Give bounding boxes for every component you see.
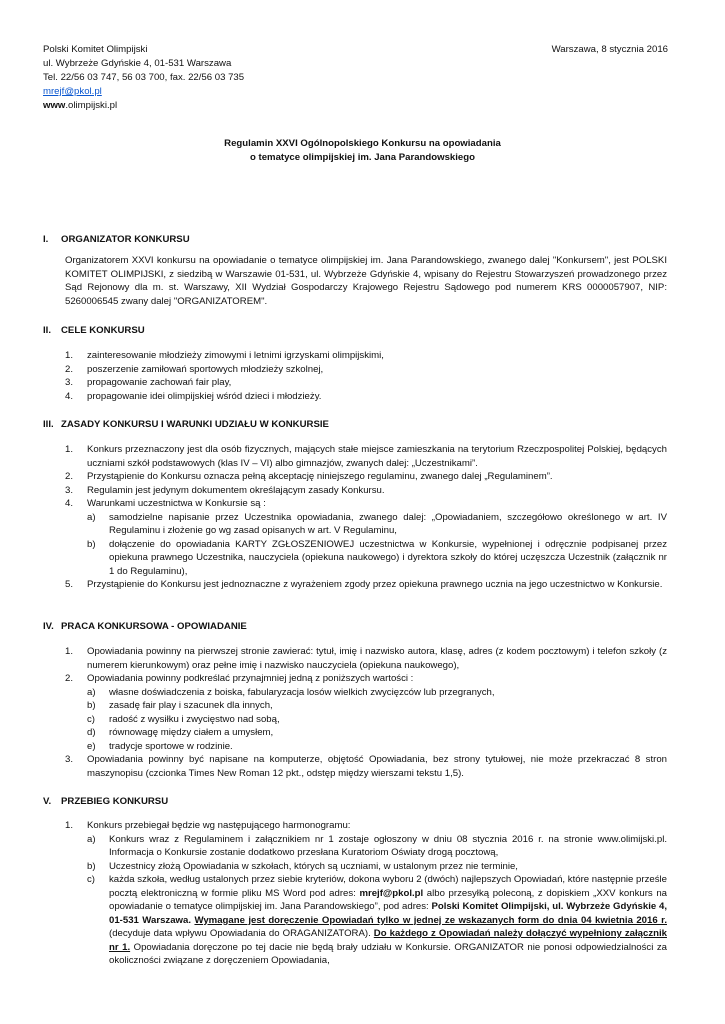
- sub-item-letter: b): [87, 538, 96, 550]
- section-title: ZASADY KONKURSU I WARUNKI UDZIAŁU W KONKURSIE: [61, 419, 329, 430]
- document-date: Warszawa, 8 stycznia 2016: [551, 44, 668, 55]
- list-item: [65, 443, 667, 470]
- sub-item-letter: a): [87, 833, 96, 845]
- sub-item-text: tradycje sportowe w rodzinie.: [109, 740, 233, 752]
- org-name: Polski Komitet Olimpijski: [43, 44, 148, 55]
- sub-item: [65, 686, 667, 700]
- section-title: PRZEBIEG KONKURSU: [61, 796, 169, 807]
- item-text: Przystąpienie do Konkursu oznacza pełną akceptację niniejszego regulaminu, zwanego dalej „Regulaminem”.: [87, 471, 553, 482]
- sub-item: [65, 699, 667, 713]
- item-number: 4.: [65, 498, 74, 509]
- item-number: 2.: [65, 471, 74, 482]
- item-text: Opowiadania powinny na pierwszej stronie zawierać: tytuł, imię i nazwisko autora, klasę, adres (z kodem pocztowym) i telefon szkoły (z numerem kierunkowym) oraz pełne imię i nazwisko nauczyciela (opiekuna naukowego),: [87, 646, 667, 671]
- sub-item-text: własne doświadczenia z boiska, fabularyzacja losów wielkich zwycięzców lub przegranych,: [109, 686, 495, 698]
- item-text: propagowanie zachowań fair play,: [87, 377, 232, 388]
- item-number: 2.: [65, 363, 74, 375]
- item-number: 3.: [65, 754, 74, 765]
- sub-item-letter: c): [87, 713, 95, 725]
- section-3-list: [65, 443, 667, 592]
- section-4-heading: [43, 620, 247, 634]
- item-number: 3.: [65, 377, 74, 388]
- website-domain: .olimpijski.pl: [65, 100, 118, 111]
- title-line-1: Regulamin XXVI Ogólnopolskiego Konkursu na opowiadania: [224, 138, 501, 149]
- sub-item-text: radość z wysiłku i zwycięstwo nad sobą,: [109, 713, 280, 725]
- list-item: [65, 497, 667, 511]
- section-5-list: [65, 819, 667, 968]
- item-text: Konkurs przebiegał będzie wg następującego harmonogramu:: [87, 820, 351, 831]
- section-1-heading: [43, 233, 190, 247]
- sub-item: [65, 873, 667, 968]
- list-item: [65, 645, 667, 672]
- website-prefix: www: [43, 100, 66, 111]
- item-number: 1.: [65, 444, 74, 455]
- item-text: Przystąpienie do Konkursu jest jednoznaczne z wyrażeniem zgody przez opiekuna prawnego ucznia na jego uczestnictwo w Konkursie.: [87, 579, 663, 590]
- item-text: Konkurs przeznaczony jest dla osób fizycznych, mających stałe miejsce zamieszkania na terytorium Rzeczpospolitej Polskiej, będących uczniami szkół podstawowych (klas IV – VI) albo gimnazjów, zwanych dalej: „Uczestnikami”.: [87, 444, 667, 469]
- list-item: [65, 363, 667, 377]
- letterhead: [43, 43, 443, 113]
- org-phone: Tel. 22/56 03 747, 56 03 700, fax. 22/56 03 735: [43, 72, 245, 83]
- list-item: [65, 390, 667, 404]
- list-item: [65, 578, 667, 592]
- item-text: Opowiadania powinny być napisane na komputerze, objętość Opowiadania, bez strony tytułowej, nie może przekraczać 8 stron maszynopisu (czcionka Times New Roman 12 pkt., odstęp między wierszami tekstu 1,5).: [87, 754, 667, 779]
- list-item: [65, 349, 667, 363]
- sub-item-text: zasadę fair play i szacunek dla innych,: [109, 700, 273, 711]
- item-text: poszerzenie zamiłowań sportowych młodzieży szkolnej,: [87, 363, 324, 375]
- item-number: 1.: [65, 350, 74, 361]
- sub-item: [65, 740, 667, 754]
- document-title: [0, 137, 725, 165]
- item-number: 3.: [65, 484, 74, 496]
- item-text: zainteresowanie młodzieży zimowymi i letnimi igrzyskami olimpijskimi,: [87, 350, 384, 361]
- text-fragment: każda szkoła, według ustalonych przez siebie kryteriów, dokona wyboru 2 (dwóch) najlepszych Opowiadań, które następnie prześle pocztą elektroniczną w formie pliku MS Word pod adres:: [109, 874, 667, 899]
- section-title: CELE KONKURSU: [61, 325, 145, 336]
- item-text: Warunkami uczestnictwa w Konkursie są :: [87, 498, 266, 509]
- section-number: I.: [43, 234, 49, 245]
- sub-item-text: Uczestnicy złożą Opowiadania w szkołach, których są uczniami, w ustalonym przez nie terminie,: [109, 860, 518, 872]
- item-text: propagowanie idei olimpijskiej wśród dzieci i młodzieży.: [87, 390, 322, 402]
- sub-item: [65, 511, 667, 538]
- deadline-notice: Wymagane jest doręczenie Opowiadań tylko w jednej ze wskazanych form do dnia 04 kwietnia 2016 r.: [194, 914, 667, 926]
- item-number: 5.: [65, 579, 74, 590]
- section-3-heading: [43, 418, 329, 432]
- sub-item-text: Konkurs wraz z Regulaminem i załącznikiem nr 1 zostaje ogłoszony w dniu 08 stycznia 2016 r. na stronie www.olimijski.pl. Informacja o Konkursie zostanie dodatkowo przesłana Kuratoriom Oświaty drogą pocztową,: [109, 833, 667, 858]
- section-2-list: [65, 349, 667, 403]
- sub-item-letter: b): [87, 860, 96, 872]
- title-line-2: o tematyce olimpijskiej im. Jana Parandowskiego: [249, 152, 475, 163]
- sub-item-letter: a): [87, 511, 96, 523]
- item-number: 2.: [65, 673, 74, 684]
- section-5-heading: [43, 795, 168, 809]
- section-number: IV.: [43, 621, 54, 632]
- list-item: [65, 753, 667, 780]
- text-fragment: albo przesyłką poleconą, z dopiskiem „XXV konkurs na opowiadanie o tematyce olimpijskiej im. Jana Parandowskiego”, pod adres:: [109, 887, 668, 912]
- section-number: III.: [43, 419, 54, 430]
- item-number: 1.: [65, 646, 74, 657]
- list-item: [65, 672, 667, 686]
- sub-item-text: dołączenie do opowiadania KARTY ZGŁOSZENIOWEJ uczestnictwa w Konkursie, wypełnionej i odręcznie podpisanej przez opiekuna prawnego Uczestnika, nauczyciela (opiekuna naukowego) i dyrektora szkoły do której uczęszcza Uczestnik (załącznik nr 1 do Regulaminu),: [109, 538, 667, 577]
- sub-item-letter: e): [87, 740, 96, 752]
- submission-address: Polski Komitet Olimpijski, ul. Wybrzeże Gdyńskie 4, 01-531 Warszawa.: [109, 901, 667, 926]
- item-number: 1.: [65, 820, 74, 831]
- sub-item-text: [109, 874, 667, 966]
- sub-item: [65, 726, 667, 740]
- sub-item-text: samodzielne napisanie przez Uczestnika opowiadania, zwanego dalej: „Opowiadaniem, szczegółowo określonego w art. IV Regulaminu i złożenie go wg zasad opisanych w art. V Regulaminu,: [109, 511, 667, 536]
- sub-item: [65, 538, 667, 579]
- section-1-paragraph: Organizatorem XXVI konkursu na opowiadanie o tematyce olimpijskiej im. Jana Parandowskiego, zwanego dalej "Konkursem", jest POLSKI KOMITET OLIMPIJSKI, z siedzibą w Warszawie 01-531, ul. Wybrzeże Gdyńskie 4, wpisany do Rejestru Stowarzyszeń prowadzonego przez Sąd Rejonowy dla m. st. Warszawy, XII Wydział Gospodarczy Krajowego Rejestru Sądowego pod numerem KRS 0000057907, NIP: 5260006545 zwany dalej "ORGANIZATOREM".: [65, 255, 667, 307]
- attachment-notice: Do każdego z Opowiadań należy dołączyć wypełniony załącznik nr 1.: [109, 928, 667, 953]
- sub-item-letter: a): [87, 686, 96, 698]
- website: [43, 99, 443, 113]
- section-number: V.: [43, 796, 52, 807]
- text-fragment: (decyduje data wpływu Opowiadania do ORAGANIZATORA).: [109, 928, 374, 939]
- section-2-heading: [43, 324, 145, 338]
- list-item: [65, 819, 667, 833]
- section-4-list: [65, 645, 667, 780]
- list-item: [65, 376, 667, 390]
- item-number: 4.: [65, 390, 74, 402]
- submission-email: mrejf@pkol.pl: [359, 887, 424, 899]
- sub-item: [65, 713, 667, 727]
- section-title: ORGANIZATOR KONKURSU: [61, 234, 190, 245]
- sub-item-text: równowagę między ciałem a umysłem,: [109, 727, 274, 738]
- sub-item-letter: d): [87, 727, 96, 738]
- list-item: [65, 484, 667, 498]
- section-number: II.: [43, 325, 51, 336]
- email-link[interactable]: mrejf@pkol.pl: [43, 86, 102, 97]
- item-text: Regulamin jest jedynym dokumentem określającym zasady Konkursu.: [87, 484, 385, 496]
- sub-item: [65, 833, 667, 860]
- sub-item-letter: b): [87, 700, 96, 711]
- section-title: PRACA KONKURSOWA - OPOWIADANIE: [61, 621, 247, 632]
- list-item: [65, 470, 667, 484]
- item-text: Opowiadania powinny podkreślać przynajmniej jedną z poniższych wartości :: [87, 673, 414, 684]
- sub-item-letter: c): [87, 874, 95, 885]
- text-fragment: Opowiadania doręczone po tej dacie nie będą brały udziału w Konkursie. ORGANIZATOR nie ponosi odpowiedzialności za okoliczności związane z doręczeniem Opowiadania,: [109, 941, 667, 966]
- org-address: ul. Wybrzeże Gdyńskie 4, 01-531 Warszawa: [43, 58, 232, 69]
- sub-item: [65, 860, 667, 874]
